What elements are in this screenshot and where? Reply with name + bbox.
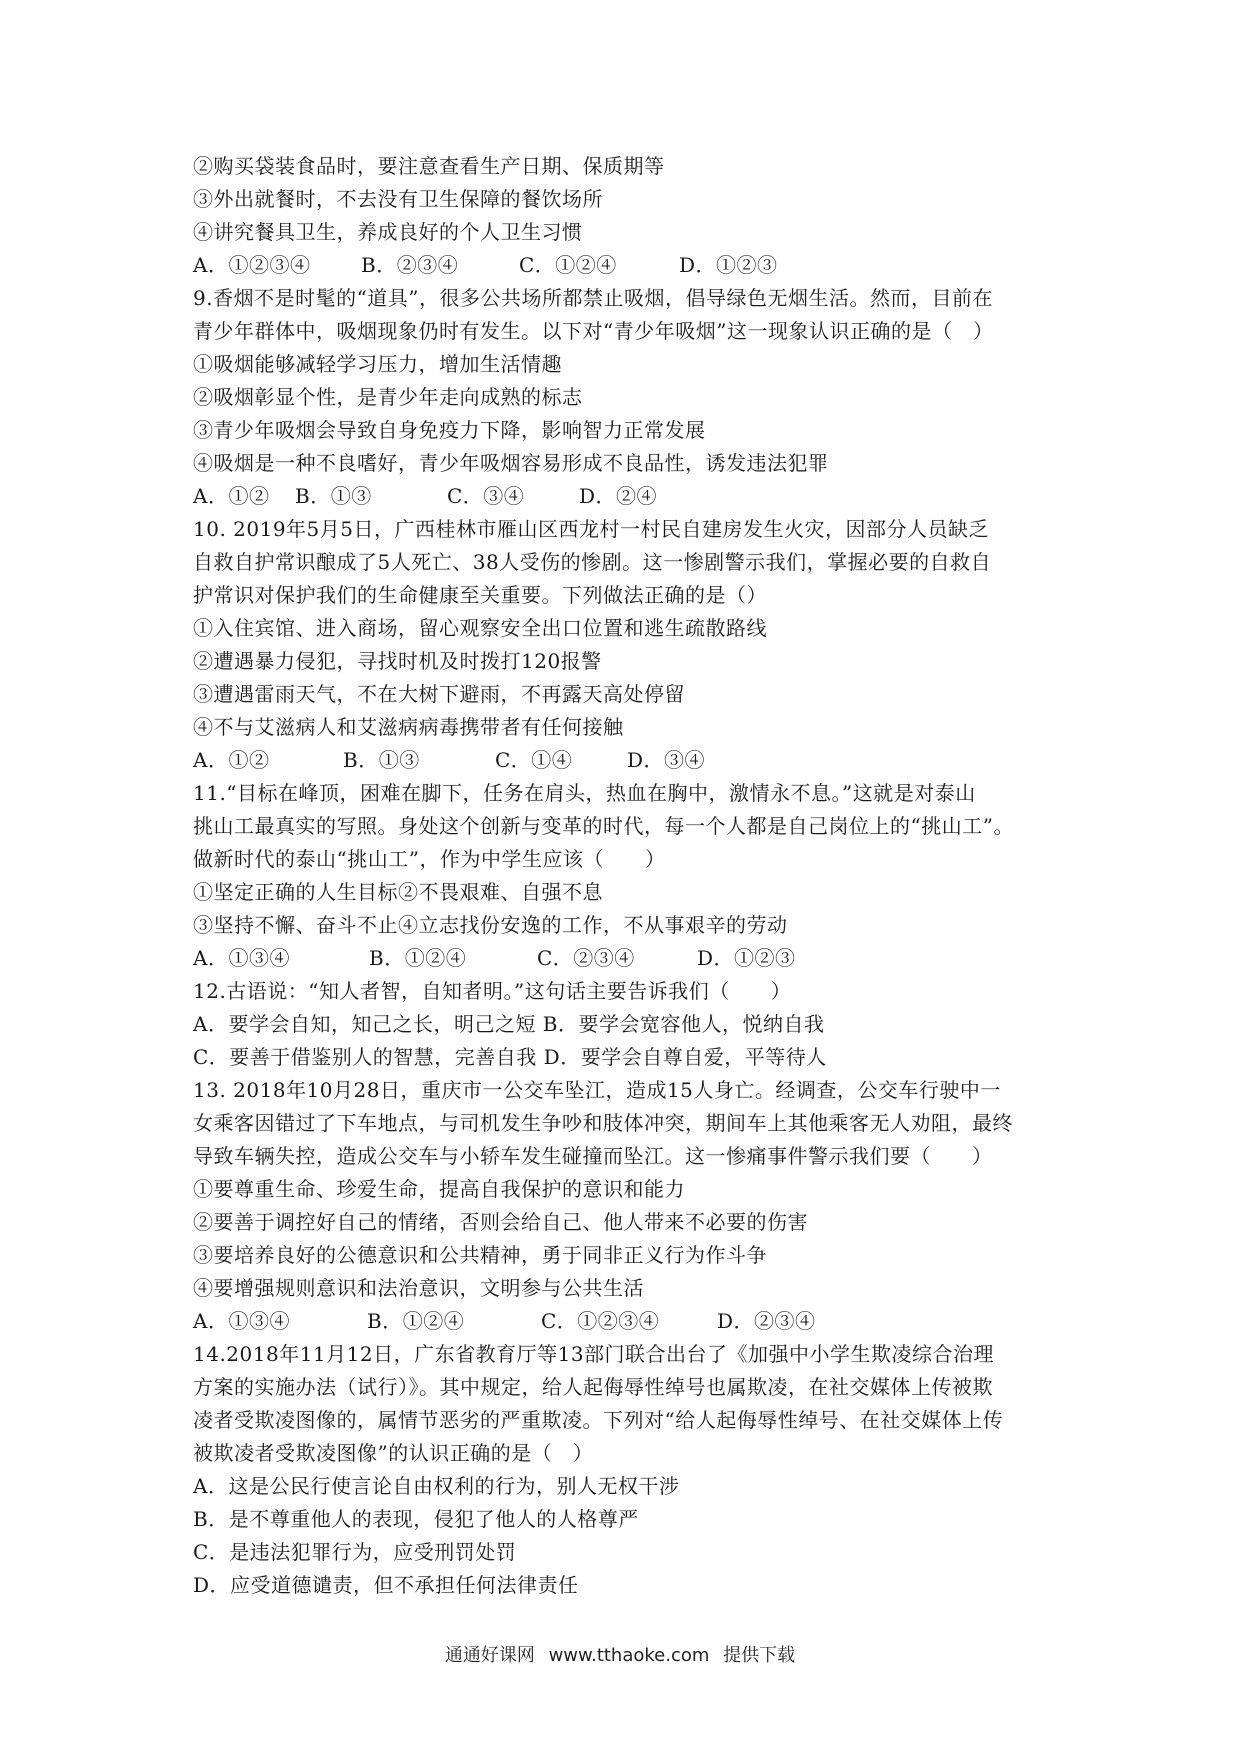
footer-note: 提供下载 — [723, 1645, 796, 1666]
q13-option-b: B．①②④ — [367, 1309, 465, 1333]
q11-item-1: ①坚定正确的人生目标②不畏艰难、自强不息 — [193, 880, 603, 904]
q13-stem-line-3: 导致车辆失控，造成公交车与小轿车发生碰撞而坠江。这一惨痛事件警示我们要（ ） — [193, 1144, 993, 1168]
q10-option-c: C．①④ — [495, 748, 573, 772]
q14-stem-line-3: 凌者受欺凌图像的，属情节恶劣的严重欺凌。下列对“给人起侮辱性绰号、在社交媒体上传 — [193, 1408, 1004, 1432]
q11-options — [193, 942, 1073, 975]
q14-stem-line-4: 被欺凌者受欺凌图像”的认识正确的是（ ） — [193, 1441, 594, 1465]
q11-option-b: B．①②④ — [369, 946, 467, 970]
q10-item-3: ③遭遇雷雨天气，不在大树下避雨，不再露天高处停留 — [193, 682, 685, 706]
prev-item-2: ②购买袋装食品时，要注意查看生产日期、保质期等 — [193, 154, 665, 178]
q13-item-3: ③要培养良好的公德意识和公共精神，勇于同非正义行为作斗争 — [193, 1243, 767, 1267]
q14-stem-line-2: 方案的实施办法（试行）》。其中规定，给人起侮辱性绰号也属欺凌，在社交媒体上传被欺 — [193, 1375, 993, 1399]
q11-stem-line-1: 11.“目标在峰顶，困难在脚下，任务在肩头，热血在胸中，激情永不息。”这就是对泰山 — [193, 781, 976, 805]
q11-option-d: D．①②③ — [697, 946, 796, 970]
q10-stem-line-3: 护常识对保护我们的生命健康至关重要。下列做法正确的是（） — [193, 583, 767, 607]
q13-option-d: D．②③④ — [717, 1309, 816, 1333]
exam-page — [193, 150, 1073, 1602]
q10-option-d: D．③④ — [627, 748, 706, 772]
q11-option-c: C．②③④ — [537, 946, 635, 970]
q12-option-cd: C．要善于借鉴别人的智慧，完善自我 D．要学会自尊自爱，平等待人 — [193, 1045, 827, 1069]
q14-option-c: C．是违法犯罪行为，应受刑罚处罚 — [193, 1540, 517, 1564]
q9-option-a: A．①② — [193, 484, 270, 508]
q9-item-2: ②吸烟彰显个性，是青少年走向成熟的标志 — [193, 385, 583, 409]
q10-option-a: A．①② — [193, 748, 270, 772]
q11-stem-line-2: 挑山工最真实的写照。身处这个创新与变革的时代，每一个人都是自己岗位上的“挑山工”。 — [193, 814, 1014, 838]
page-footer — [0, 1641, 1240, 1667]
q9-option-d: D．②④ — [579, 484, 658, 508]
q10-options — [193, 744, 1073, 777]
q9-item-1: ①吸烟能够减轻学习压力，增加生活情趣 — [193, 352, 562, 376]
q13-item-2: ②要善于调控好自己的情绪，否则会给自己、他人带来不必要的伤害 — [193, 1210, 808, 1234]
q13-options — [193, 1305, 1073, 1338]
prev-item-4: ④讲究餐具卫生，养成良好的个人卫生习惯 — [193, 220, 583, 244]
q9-option-c: C．③④ — [447, 484, 525, 508]
q13-item-1: ①要尊重生命、珍爱生命，提高自我保护的意识和能力 — [193, 1177, 685, 1201]
q10-item-4: ④不与艾滋病人和艾滋病病毒携带者有任何接触 — [193, 715, 624, 739]
q9-stem-line-2: 青少年群体中，吸烟现象仍时有发生。以下对“青少年吸烟”这一现象认识正确的是（ ） — [193, 319, 994, 343]
q10-stem-line-2: 自救自护常识酿成了5人死亡、38人受伤的惨剧。这一惨剧警示我们，掌握必要的自救自 — [193, 550, 992, 574]
q11-option-a: A．①③④ — [193, 946, 290, 970]
q11-item-2: ③坚持不懈、奋斗不止④立志找份安逸的工作，不从事艰辛的劳动 — [193, 913, 788, 937]
q13-item-4: ④要增强规则意识和法治意识，文明参与公共生活 — [193, 1276, 644, 1300]
q10-stem-line-1: 10. 2019年5月5日，广西桂林市雁山区西龙村一村民自建房发生火灾，因部分人员缺乏 — [193, 517, 990, 541]
prev-option-b: B．②③④ — [361, 253, 459, 277]
q9-options — [193, 480, 1073, 513]
q13-stem-line-2: 女乘客因错过了下车地点，与司机发生争吵和肢体冲突，期间车上其他乘客无人劝阻，最终 — [193, 1111, 1013, 1135]
footer-url[interactable]: www.tthaoke.com — [548, 1645, 710, 1666]
q9-item-3: ③青少年吸烟会导致自身免疫力下降，影响智力正常发展 — [193, 418, 706, 442]
q9-option-b: B．①③ — [295, 484, 372, 508]
q9-item-4: ④吸烟是一种不良嗜好，青少年吸烟容易形成不良品性，诱发违法犯罪 — [193, 451, 829, 475]
prev-option-d: D．①②③ — [679, 253, 778, 277]
q10-item-2: ②遭遇暴力侵犯，寻找时机及时拨打120报警 — [193, 649, 602, 673]
footer-site-name: 通通好课网 — [444, 1645, 535, 1666]
prev-item-3: ③外出就餐时，不去没有卫生保障的餐饮场所 — [193, 187, 603, 211]
q14-option-b: B．是不尊重他人的表现，侵犯了他人的人格尊严 — [193, 1507, 639, 1531]
q13-option-c: C．①②③④ — [541, 1309, 660, 1333]
prev-option-c: C．①②④ — [519, 253, 617, 277]
q9-stem-line-1: 9.香烟不是时髦的“道具”，很多公共场所都禁止吸烟，倡导绿色无烟生活。然而，目前在 — [193, 286, 994, 310]
prev-options — [193, 249, 1073, 282]
q11-stem-line-3: 做新时代的泰山“挑山工”，作为中学生应该（ ） — [193, 847, 666, 871]
q10-item-1: ①入住宾馆、进入商场，留心观察安全出口位置和逃生疏散路线 — [193, 616, 767, 640]
prev-option-a: A．①②③④ — [193, 253, 311, 277]
q10-option-b: B．①③ — [343, 748, 420, 772]
q12-stem-line-1: 12.古语说：“知人者智，自知者明。”这句话主要告诉我们（ ） — [193, 979, 792, 1003]
q13-option-a: A．①③④ — [193, 1309, 290, 1333]
q14-stem-line-1: 14.2018年11月12日，广东省教育厅等13部门联合出台了《加强中小学生欺凌综合治理 — [193, 1342, 995, 1366]
q14-option-d: D．应受道德谴责，但不承担任何法律责任 — [193, 1573, 579, 1597]
q12-option-ab: A．要学会自知，知己之长，明己之短 B．要学会宽容他人，悦纳自我 — [193, 1012, 825, 1036]
q14-option-a: A．这是公民行使言论自由权利的行为，别人无权干涉 — [193, 1474, 680, 1498]
q13-stem-line-1: 13. 2018年10月28日，重庆市一公交车坠江，造成15人身亡。经调查，公交车行驶中一 — [193, 1078, 1001, 1102]
